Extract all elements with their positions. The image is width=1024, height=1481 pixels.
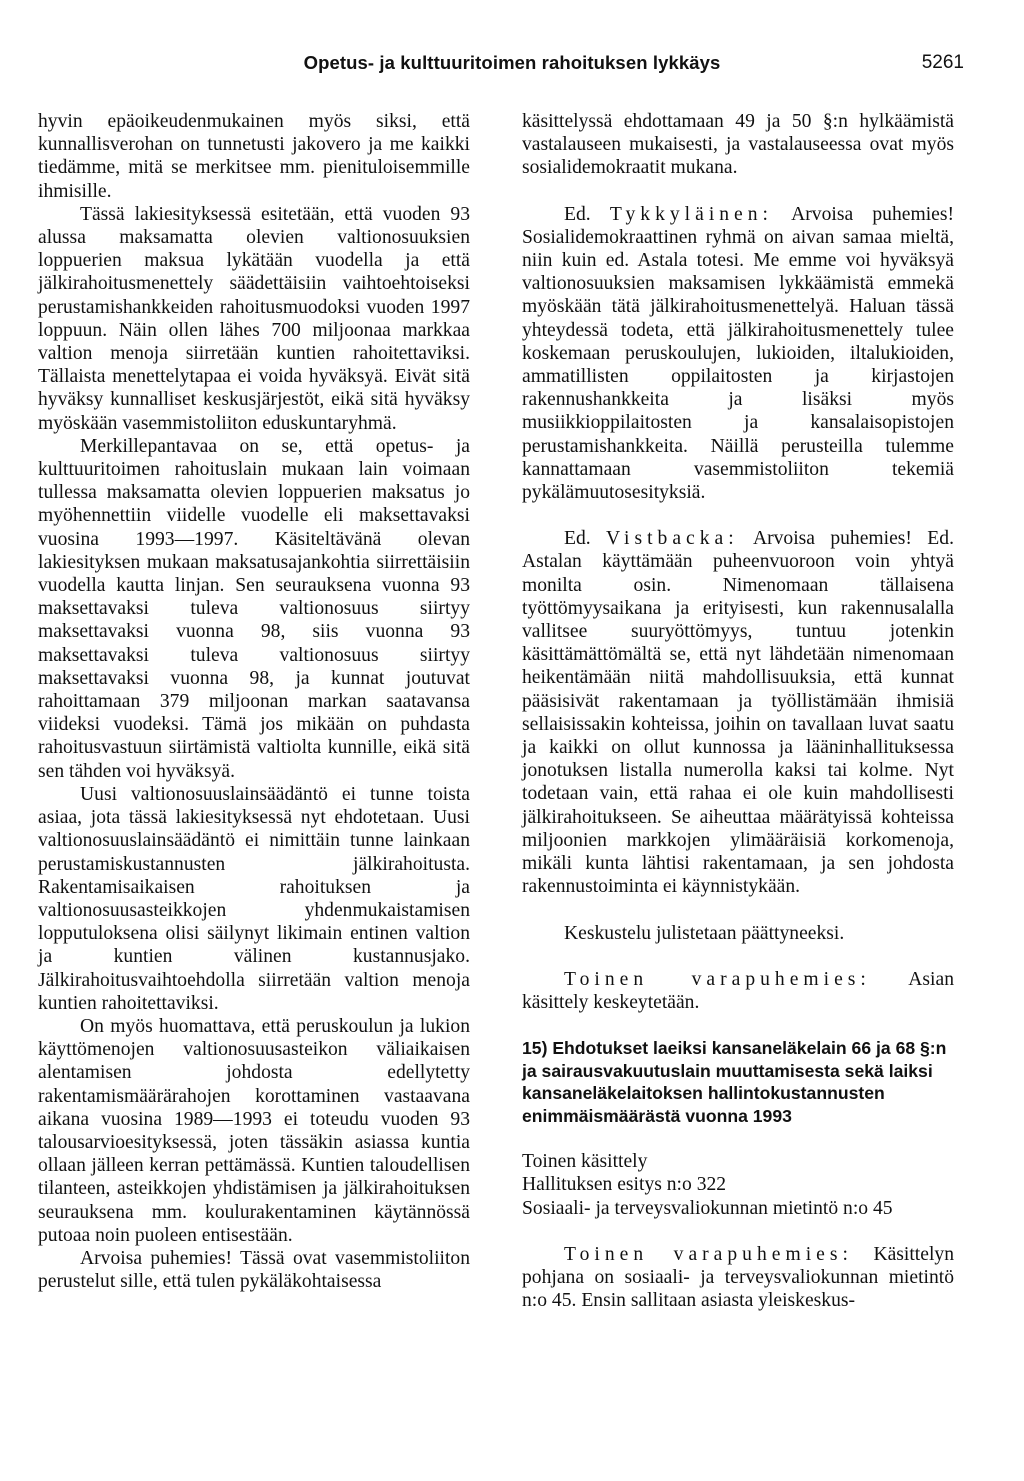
page-header [60,52,964,82]
paragraph: Uusi valtionosuuslainsäädäntö ei tunne toista asiaa, jota tässä lakiesityksessä nyt ehdotetaan. Uusi valtionosuuslainsäädäntö ei nimittäin tunne lainkaan perustamiskustannusten jälkirahoitusta. Rakentamisaikaisen rahoituksen ja valtionosuusasteikkojen yhdenmukaistamisen lopputuloksena olisi säilynyt likimain entinen valtion ja kuntien välinen kustannusjako. Jälkirahoitusvaihtoehdolla siirretään valtion menoja kuntien rahoitettaviksi. [38,783,470,1014]
right-column [522,110,954,1312]
chair-text: Käsittelyn pohjana on sosiaali- ja terveysvaliokunnan mietintö n:o 45. Ensin sallitaan asiasta yleiskeskus- [522,1243,954,1312]
speech-text: Arvoisa puhemies! Sosialidemokraattinen ryhmä on aivan samaa mieltä, niin kuin ed. Astala totesi. Me emme voi hyväksyä valtionosuuksien maksamisen lykkäämistä emmekä myöskään tätä jälkirahoitusmenettelyä. Haluan tässä yhteydessä todeta, että jälkirahoitusmenettely tulee koskemaan peruskoulujen, lukioiden, iltalukioiden, ammatillisten oppilaitosten ja kirjastojen rakennushankkeita ja lisäksi myös musiikkioppilaitosten ja kansalaisopistojen perustamishankkeita. Näillä perusteilla tulemme kannattamaan vasemmistoliiton tekemiä pykälämuutosesityksiä. [522,203,954,504]
item-report: Sosiaali- ja terveysvaliokunnan mietintö n:o 45 [522,1197,893,1219]
paragraph: Arvoisa puhemies! Tässä ovat vasemmistoliiton perustelut sille, että tulen pykäläkohtaisessa [38,1247,470,1293]
paragraph: On myös huomattava, että peruskoulun ja lukion käyttömenojen valtionosuusasteikon väliaikaisen alentamisen johdosta edellytetty rakentamismäärärahojen korottaminen vastaavana aikana vuosina 1989—1993 ei toteudu vuoden 93 talousarvioesityksessä, joten tässäkin asiassa kuntia ollaan jälleen kerran pettämässä. Kuntien taloudellisen tilanteen, asteikkojen yhdistämisen ja jälkirahoituksen seurauksena mm. koulurakentaminen käytännössä putoaa noin puoleen entisestään. [38,1015,470,1246]
paragraph: Tässä lakiesityksessä esitetään, että vuoden 93 alussa maksamatta olevien valtionosuuksien loppuerien maksua lykätään vuodella ja että jälkirahoitusmenettely säädettäisiin vaihtoehtoiseksi perustamishankkeiden rahoitusmuodoksi vuoden 1997 loppuun. Näin ollen lähes 700 miljoonaa markkaa valtion menoja siirretään kuntien rahoitettaviksi. Tällaista menettelytapaa ei voida hyväksyä. Eivät sitä hyväksy kunnalliset keskusjärjestöt, eikä sitä hyväksy myöskään vasemmistoliiton eduskuntaryhmä. [38,203,470,434]
item-bill: Hallituksen esitys n:o 322 [522,1174,727,1196]
page-number: 5261 [921,52,964,73]
speaker-name: Toinen varapuhemies: [564,1243,853,1265]
chair-statement [522,968,954,1014]
paragraph: hyvin epäoikeudenmukainen myös siksi, että kunnallisverohan on tunnetusti jakovero ja me kaikki tiedämme, mitä se merkitsee mm. pienituloisemmille ihmisille. [38,111,470,202]
chair-text: Asian käsittely keskeytetään. [522,968,954,1013]
speaker-name: Tykkyläinen: [609,203,773,225]
speaker-prefix: Ed. [564,203,591,225]
chair-statement [522,1243,954,1313]
running-title: Opetus- ja kulttuuritoimen rahoituksen lykkäys [303,52,721,73]
left-column [38,110,470,1293]
paragraph: Merkillepantavaa on se, että opetus- ja kulttuuritoimen rahoituslain mukaan lain voimaan tullessa maksamatta olevien loppuerien maksatus jo myöhennettiin viidelle vuodelle eli maksettavaksi vuosina 1993—1997. Käsiteltävänä olevan lakiesityksen mukaan maksatusajankohtia siirrettäisiin vuodella kautta linjan. Sen seurauksena vuonna 93 maksettavaksi tuleva valtionosuus siirtyy maksettavaksi vuonna 98, siis vuonna 93 maksettavaksi tuleva valtionosuus siirtyy maksettavaksi vuonna 98, ja kunnat joutuvat rahoittamaan 379 miljoonan markan saatavansa viideksi vuodeksi. Tämä jos mikään on puhdasta rahoitusvastuun siirtämistä valtiolta kunnille, eikä sitä sen tähden voi hyväksyä. [38,435,470,782]
speaker-name: Vistbacka: [606,528,739,550]
paragraph: käsittelyssä ehdottamaan 49 ja 50 §:n hylkäämistä vastalauseen mukaisesti, ja vastalauseessa ovat myös sosialidemokraatit mukana. [522,111,954,179]
agenda-item-title: 15) Ehdotukset laeiksi kansaneläkelain 66 ja 68 §:n ja sairausvakuutuslain muuttamisesta sekä laiksi kansaneläkelaitoksen hallintokustannusten enimmäismäärästä vuonna 1993 [522,1038,947,1126]
speaker-name: Toinen varapuhemies: [564,968,871,990]
speaker-prefix: Ed. [564,528,591,550]
speech-tykkylainen [522,203,954,505]
speech-text: Arvoisa puhemies! Ed. Astalan käyttämään puheenvuoroon voin yhtyä monilta osin. Nimenomaan tällaisena työttömyysaikana ja erityisesti, kun rakennusalalla vallitsee suuryöttömyys, tuntuu jotenkin käsittämättömältä se, että nyt lähdetään nimenomaan heikentämään niitä mahdollisuuksia, että kunnat pääsisivät rakentamaan ja työllistämään ihmisiä sellaisissakin kohteissa, joihin on tavallaan luvat saatu ja kaikki on ollut kunnossa ja lääninhallituksessa jonotuksen listalla numerolla kaksi tai kolme. Nyt todetaan vain, että rahaa ei ole kuin mahdollisesti jälkirahoitukseen. Se aiheuttaa määrätyissä kohteissa miljoonien markkojen ylimääräisiä korkomenoja, mikäli kunta lähtisi rakentamaan, ja sen johdosta rakennustoiminta ei käynnistykään. [522,528,954,898]
item-stage: Toinen käsittely [522,1151,648,1173]
speech-vistbacka [522,527,954,898]
closing-statement: Keskustelu julistetaan päättyneeksi. [564,922,845,944]
